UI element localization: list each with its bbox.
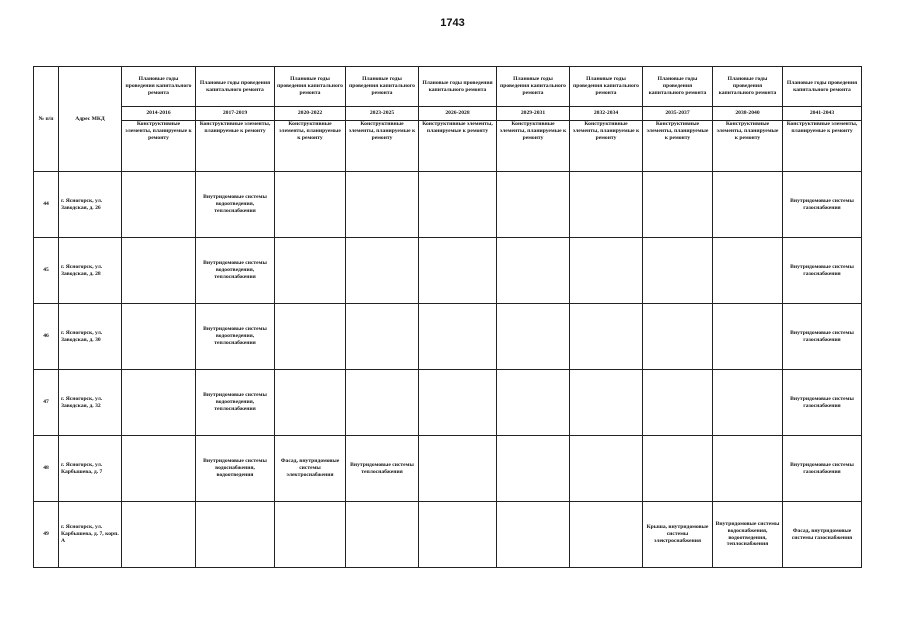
- repair-cell: [275, 172, 346, 238]
- repair-cell: [122, 502, 196, 568]
- repair-cell: [122, 304, 196, 370]
- header-planned-years: Плановые годы проведения капитального ремонта: [497, 67, 570, 107]
- repair-cell: [570, 502, 643, 568]
- repair-cell: [419, 172, 497, 238]
- row-address: г. Ясногорск, ул. Заводская, д. 32: [59, 370, 122, 436]
- repair-cell: Внутридомовые системы водоотведения, теплоснабжения: [196, 172, 275, 238]
- repair-cell: [419, 436, 497, 502]
- repair-cell: [713, 304, 783, 370]
- header-period: 2038-2040: [713, 107, 783, 121]
- repair-cell: [346, 172, 419, 238]
- row-number: 49: [34, 502, 59, 568]
- row-address: г. Ясногорск, ул. Заводская, д. 28: [59, 238, 122, 304]
- header-planned-years: Плановые годы проведения капитального ремонта: [713, 67, 783, 107]
- repair-cell: Внутридомовые системы газоснабжения: [783, 370, 862, 436]
- repair-cell: [419, 370, 497, 436]
- repair-cell: [497, 436, 570, 502]
- repair-cell: [275, 238, 346, 304]
- header-structural-elements: Конструктивные элементы, планируемые к ремонту: [783, 121, 862, 172]
- header-period: 2032-2034: [570, 107, 643, 121]
- repair-cell: [643, 304, 713, 370]
- repair-cell: Внутридомовые системы газоснабжения: [783, 436, 862, 502]
- header-planned-years: Плановые годы проведения капитального ремонта: [419, 67, 497, 107]
- row-number: 46: [34, 304, 59, 370]
- repair-cell: [643, 238, 713, 304]
- row-address: г. Ясногорск, ул. Карбышева, д. 7: [59, 436, 122, 502]
- repair-cell: [497, 304, 570, 370]
- repair-cell: [122, 172, 196, 238]
- header-structural-elements: Конструктивные элементы, планируемые к ремонту: [643, 121, 713, 172]
- repair-cell: [275, 304, 346, 370]
- table-row: [34, 370, 862, 436]
- repair-cell: [275, 502, 346, 568]
- header-period: 2035-2037: [643, 107, 713, 121]
- row-number: 45: [34, 238, 59, 304]
- header-structural-elements: Конструктивные элементы, планируемые к ремонту: [419, 121, 497, 172]
- header-structural-elements: Конструктивные элементы, планируемые к ремонту: [275, 121, 346, 172]
- row-number: 44: [34, 172, 59, 238]
- repair-cell: [643, 172, 713, 238]
- repair-cell: [122, 370, 196, 436]
- repair-cell: [497, 502, 570, 568]
- repair-cell: [570, 238, 643, 304]
- row-number: 48: [34, 436, 59, 502]
- table-row: [34, 304, 862, 370]
- repair-cell: Внутридомовые системы водоотведения, теплоснабжения: [196, 370, 275, 436]
- header-planned-years: Плановые годы проведения капитального ремонта: [275, 67, 346, 107]
- header-period: 2026-2028: [419, 107, 497, 121]
- repair-cell: Внутридомовые системы газоснабжения: [783, 172, 862, 238]
- header-address: Адрес МКД: [59, 67, 122, 172]
- repair-cell: [713, 172, 783, 238]
- header-period: 2029-2031: [497, 107, 570, 121]
- repair-cell: [713, 436, 783, 502]
- repair-cell: [713, 238, 783, 304]
- repair-cell: Фасад, внутридомовые системы газоснабжения: [783, 502, 862, 568]
- header-structural-elements: Конструктивные элементы, планируемые к ремонту: [713, 121, 783, 172]
- repair-cell: [275, 370, 346, 436]
- header-planned-years: Плановые годы проведения капитального ремонта: [783, 67, 862, 107]
- header-structural-elements: Конструктивные элементы, планируемые к ремонту: [570, 121, 643, 172]
- header-structural-elements: Конструктивные элементы, планируемые к ремонту: [497, 121, 570, 172]
- header-row-top: [34, 67, 862, 107]
- repair-cell: [713, 370, 783, 436]
- header-structural-elements: Конструктивные элементы, планируемые к ремонту: [122, 121, 196, 172]
- repair-cell: Внутридомовые системы водоснабжения, водоотведения, теплоснабжения: [713, 502, 783, 568]
- repair-cell: Внутридомовые системы водоотведения, теплоснабжения: [196, 238, 275, 304]
- row-address: г. Ясногорск, ул. Карбышева, д. 7, корп. А: [59, 502, 122, 568]
- repair-cell: [346, 370, 419, 436]
- repair-cell: [122, 436, 196, 502]
- repair-cell: [497, 370, 570, 436]
- header-number: № п/п: [34, 67, 59, 172]
- header-row-elements: [34, 121, 862, 172]
- repair-cell: [643, 436, 713, 502]
- header-period: 2041-2043: [783, 107, 862, 121]
- header-planned-years: Плановые годы проведения капитального ремонта: [643, 67, 713, 107]
- repair-cell: Внутридомовые системы газоснабжения: [783, 238, 862, 304]
- header-planned-years: Плановые годы проведения капитального ремонта: [196, 67, 275, 107]
- header-structural-elements: Конструктивные элементы, планируемые к ремонту: [196, 121, 275, 172]
- repair-cell: [643, 370, 713, 436]
- row-address: г. Ясногорск, ул. Заводская, д. 26: [59, 172, 122, 238]
- repair-cell: Внутридомовые системы газоснабжения: [783, 304, 862, 370]
- repair-cell: Внутридомовые системы водоотведения, теплоснабжения: [196, 304, 275, 370]
- repair-cell: [346, 502, 419, 568]
- repair-cell: [419, 502, 497, 568]
- repair-cell: [570, 172, 643, 238]
- repair-cell: [497, 172, 570, 238]
- header-planned-years: Плановые годы проведения капитального ремонта: [570, 67, 643, 107]
- header-planned-years: Плановые годы проведения капитального ремонта: [346, 67, 419, 107]
- header-planned-years: Плановые годы проведения капитального ремонта: [122, 67, 196, 107]
- repair-cell: [419, 304, 497, 370]
- repair-cell: [570, 304, 643, 370]
- row-number: 47: [34, 370, 59, 436]
- repair-cell: Внутридомовые системы теплоснабжения: [346, 436, 419, 502]
- header-period: 2020-2022: [275, 107, 346, 121]
- repair-cell: [346, 304, 419, 370]
- table-row: [34, 172, 862, 238]
- repair-cell: [497, 238, 570, 304]
- capital-repair-table: [33, 66, 862, 568]
- table-row: [34, 436, 862, 502]
- header-period: 2014-2016: [122, 107, 196, 121]
- header-row-period: [34, 107, 862, 121]
- header-period: 2023-2025: [346, 107, 419, 121]
- table-row: [34, 502, 862, 568]
- repair-cell: Фасад, внутридомовые системы электроснабжения: [275, 436, 346, 502]
- repair-cell: Крыша, внутридомовые системы электроснабжения: [643, 502, 713, 568]
- repair-cell: [196, 502, 275, 568]
- repair-cell: [570, 436, 643, 502]
- repair-cell: [122, 238, 196, 304]
- row-address: г. Ясногорск, ул. Заводская, д. 30: [59, 304, 122, 370]
- page-number: 1743: [440, 17, 465, 29]
- repair-cell: [346, 238, 419, 304]
- repair-cell: [570, 370, 643, 436]
- repair-cell: Внутридомовые системы водоснабжения, водоотведения: [196, 436, 275, 502]
- table-row: [34, 238, 862, 304]
- header-period: 2017-2019: [196, 107, 275, 121]
- header-structural-elements: Конструктивные элементы, планируемые к ремонту: [346, 121, 419, 172]
- repair-cell: [419, 238, 497, 304]
